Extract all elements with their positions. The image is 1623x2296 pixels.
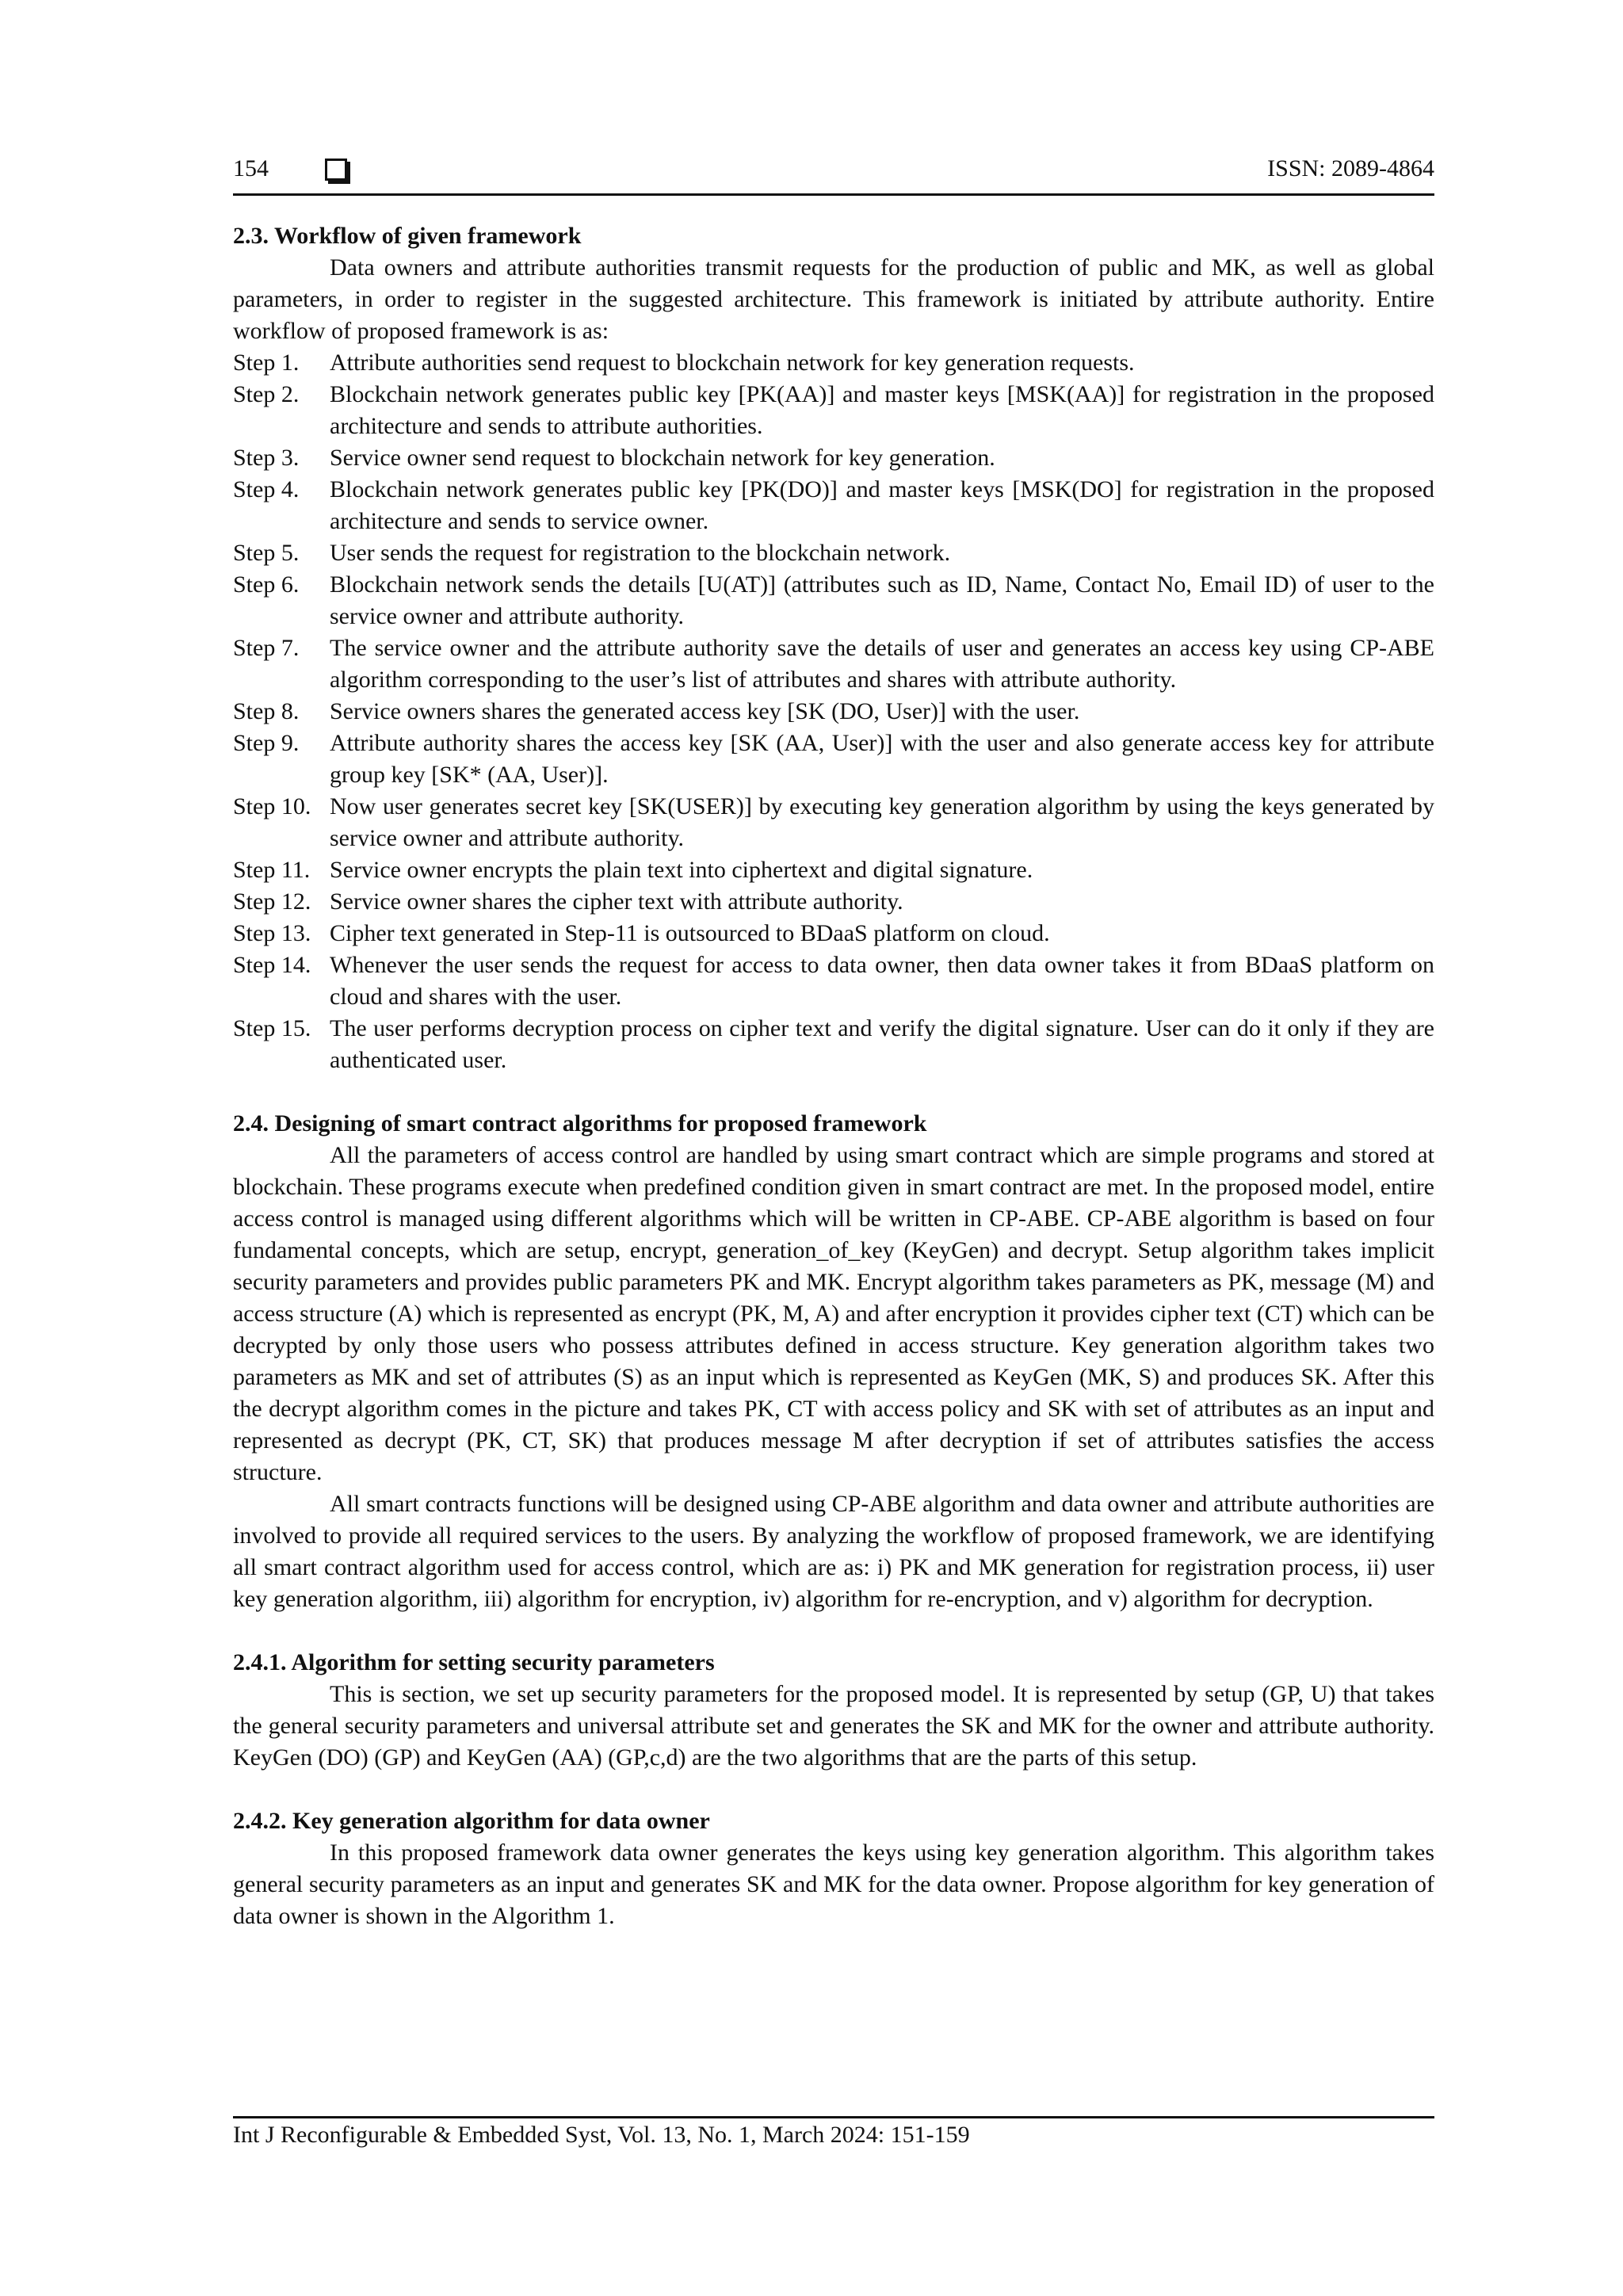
list-item	[233, 632, 1434, 696]
step-label: Step 4.	[233, 476, 300, 502]
step-text: Blockchain network generates public key [PK(DO)] and master keys [MSK(DO] for registration in the proposed architecture and sends to service owner.	[330, 476, 1434, 534]
step-text: Service owner send request to blockchain network for key generation.	[330, 445, 995, 471]
paragraph: This is section, we set up security parameters for the proposed model. It is represented by setup (GP, U) that takes the general security parameters and universal attribute set and generates the SK and MK for the owner and attribute authority. KeyGen (DO) (GP) and KeyGen (AA) (GP,c,d) are the two algorithms that are the parts of this setup.	[233, 1681, 1434, 1771]
section-heading: 2.4. Designing of smart contract algorithms for proposed framework	[233, 1110, 927, 1137]
section-heading: 2.3. Workflow of given framework	[233, 223, 582, 249]
list-item	[233, 1013, 1434, 1076]
list-item	[233, 854, 1434, 886]
section-heading: 2.4.2. Key generation algorithm for data owner	[233, 1808, 710, 1834]
step-text: Blockchain network sends the details [U(AT)] (attributes such as ID, Name, Contact No, Email ID) of user to the service owner and attribute authority.	[330, 571, 1434, 629]
list-item	[233, 949, 1434, 1013]
list-item	[233, 347, 1434, 379]
list-item	[233, 918, 1434, 949]
section-2-3	[233, 220, 1434, 1076]
step-label: Step 9.	[233, 730, 300, 756]
step-text: Service owners shares the generated access key [SK (DO, User)] with the user.	[330, 698, 1080, 724]
page-header	[233, 155, 1434, 195]
section-2-4-1	[233, 1647, 1434, 1774]
list-item	[233, 728, 1434, 791]
step-text: The service owner and the attribute authority save the details of user and generates an access key using CP-ABE algorithm corresponding to the user’s list of attributes and shares with attribute authority.	[330, 635, 1434, 693]
step-label: Step 12.	[233, 888, 311, 915]
list-item	[233, 569, 1434, 632]
step-label: Step 10.	[233, 793, 311, 819]
step-text: Whenever the user sends the request for access to data owner, then data owner takes it from BDaaS platform on cloud and shares with the user.	[330, 952, 1434, 1010]
paragraph: All smart contracts functions will be designed using CP-ABE algorithm and data owner and attribute authorities are involved to provide all required services to the users. By analyzing the workflow of proposed framework, we are identifying all smart contract algorithm used for access control, which are as: i) PK and MK generation for registration process, ii) user key generation algorithm, iii) algorithm for encryption, iv) algorithm for re-encryption, and v) algorithm for decryption.	[233, 1491, 1434, 1612]
paragraph: All the parameters of access control are handled by using smart contract which are simple programs and stored at blockchain. These programs execute when predefined condition given in smart contract are met. In the proposed model, entire access control is managed using different algorithms which will be written in CP-ABE. CP-ABE algorithm is based on four fundamental concepts, which are setup, encrypt, generation_of_key (KeyGen) and decrypt. Setup algorithm takes implicit security parameters and provides public parameters PK and MK. Encrypt algorithm takes parameters as PK, message (M) and access structure (A) which is represented as encrypt (PK, M, A) and after encryption it provides cipher text (CT) which can be decrypted by only those users who possess attributes defined in access structure. Key generation algorithm takes two parameters as MK and set of attributes (S) as an input which is represented as KeyGen (MK, S) and produces SK. After this the decrypt algorithm comes in the picture and takes PK, CT with access policy and SK with set of attributes as an input and represented as decrypt (PK, CT, SK) that produces message M after decryption if set of attributes satisfies the access structure.	[233, 1142, 1434, 1485]
list-item	[233, 379, 1434, 442]
main-content	[233, 220, 1434, 1932]
footer-rule	[233, 2116, 1434, 2118]
square-bullet-icon	[325, 159, 347, 181]
step-label: Step 15.	[233, 1015, 311, 1041]
step-label: Step 8.	[233, 698, 300, 724]
list-item	[233, 474, 1434, 537]
issn-label: ISSN: 2089-4864	[1267, 155, 1434, 181]
step-text: Attribute authority shares the access key [SK (AA, User)] with the user and also generate access key for attribute group key [SK* (AA, User)].	[330, 730, 1434, 788]
paragraph: Data owners and attribute authorities transmit requests for the production of public and MK, as well as global parameters, in order to register in the suggested architecture. This framework is initiated by attribute authority. Entire workflow of proposed framework is as:	[233, 254, 1434, 344]
page-number: 154	[233, 155, 269, 181]
step-text: User sends the request for registration to the blockchain network.	[330, 540, 951, 566]
step-label: Step 2.	[233, 381, 300, 407]
list-item	[233, 886, 1434, 918]
workflow-steps-list	[233, 347, 1434, 1076]
section-heading: 2.4.1. Algorithm for setting security parameters	[233, 1649, 715, 1675]
step-text: The user performs decryption process on cipher text and verify the digital signature. User can do it only if they are authenticated user.	[330, 1015, 1434, 1073]
step-label: Step 14.	[233, 952, 311, 978]
step-label: Step 13.	[233, 920, 311, 946]
step-text: Now user generates secret key [SK(USER)] by executing key generation algorithm by using the keys generated by service owner and attribute authority.	[330, 793, 1434, 851]
section-2-4-2	[233, 1805, 1434, 1932]
step-text: Service owner encrypts the plain text into ciphertext and digital signature.	[330, 857, 1033, 883]
step-text: Cipher text generated in Step-11 is outsourced to BDaaS platform on cloud.	[330, 920, 1050, 946]
list-item	[233, 537, 1434, 569]
step-label: Step 6.	[233, 571, 300, 598]
step-text: Attribute authorities send request to blockchain network for key generation requests.	[330, 350, 1135, 376]
step-label: Step 5.	[233, 540, 300, 566]
step-text: Blockchain network generates public key [PK(AA)] and master keys [MSK(AA)] for registration in the proposed architecture and sends to attribute authorities.	[330, 381, 1434, 439]
journal-citation: Int J Reconfigurable & Embedded Syst, Vol. 13, No. 1, March 2024: 151-159	[233, 2122, 970, 2148]
step-label: Step 3.	[233, 445, 300, 471]
paragraph: In this proposed framework data owner generates the keys using key generation algorithm. This algorithm takes general security parameters as an input and generates SK and MK for the data owner. Propose algorithm for key generation of data owner is shown in the Algorithm 1.	[233, 1839, 1434, 1929]
section-2-4	[233, 1108, 1434, 1615]
list-item	[233, 696, 1434, 728]
list-item	[233, 442, 1434, 474]
list-item	[233, 791, 1434, 854]
step-text: Service owner shares the cipher text with attribute authority.	[330, 888, 903, 915]
step-label: Step 7.	[233, 635, 300, 661]
step-label: Step 1.	[233, 350, 300, 376]
step-label: Step 11.	[233, 857, 311, 883]
header-rule	[233, 193, 1434, 196]
